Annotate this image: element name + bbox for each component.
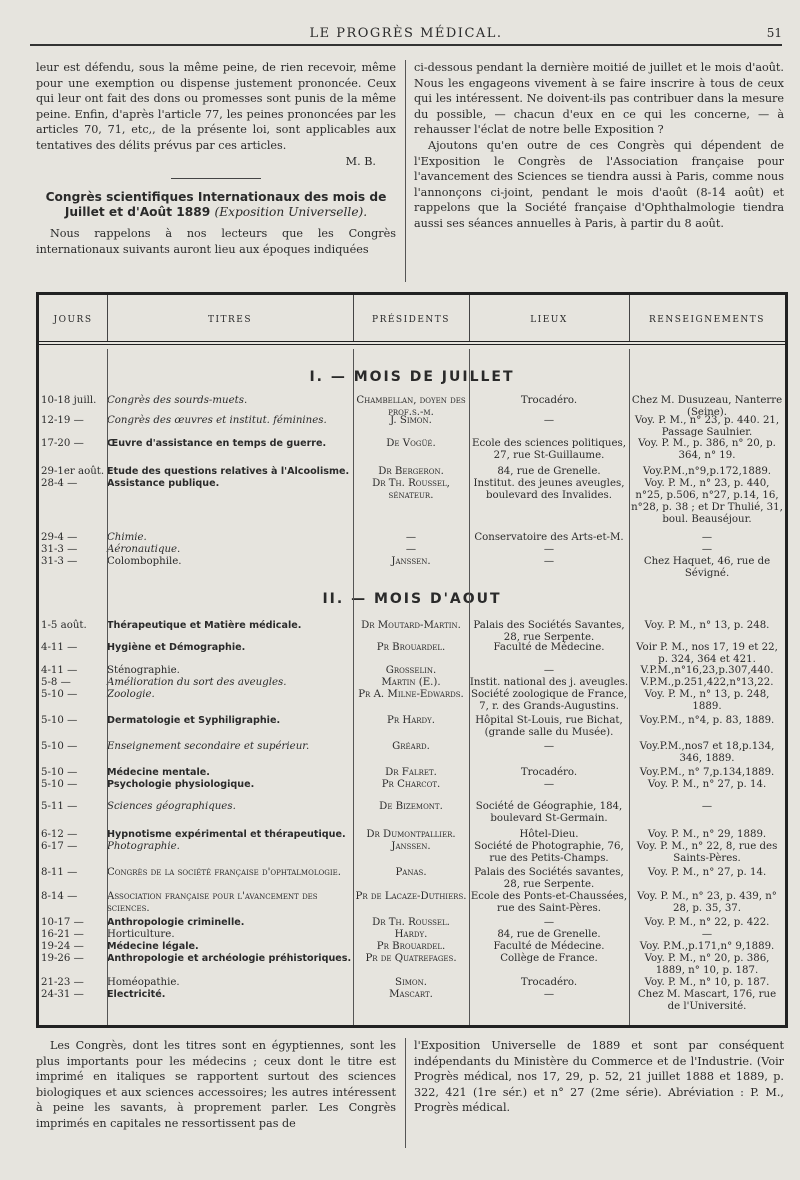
running-header — [30, 26, 782, 44]
row-president: Dr Falret. — [385, 767, 437, 778]
row-president: Dr Th. Roussel, sénateur. — [372, 478, 450, 501]
row-lieu: Trocadéro. — [520, 767, 578, 778]
congres-heading: Congrès scientifiques Internationaux des mois de Juillet et d'Août 1889 (Exposition Universelle). — [45, 190, 387, 220]
row-lieu: Société zoologique de France, 7, r. des Grands-Augustins. — [471, 689, 627, 712]
row-president: Pr Brouardel. — [376, 642, 446, 653]
row-president: Mascart. — [389, 989, 433, 1000]
row-title: Etude des questions relatives à l'Alcoolisme. — [107, 466, 350, 477]
row-president: Dr Dumontpallier. — [366, 829, 456, 840]
row-date: 17-20 — — [41, 438, 84, 449]
row-date: 4-11 — — [41, 642, 78, 653]
row-lieu: Hôtel-Dieu. — [519, 829, 579, 840]
row-renseignement: Chez Haquet, 46, rue de Sévigné. — [643, 556, 771, 579]
header-jours: JOURS — [53, 315, 93, 325]
row-lieu: — — [543, 917, 555, 928]
row-date: 24-31 — — [41, 989, 84, 1000]
row-title: Aéronautique. — [107, 544, 181, 555]
row-renseignement: — — [701, 929, 713, 940]
row-president: Dr Moutard-Martin. — [361, 620, 461, 631]
row-date: 31-3 — — [41, 556, 78, 567]
row-renseignement: Voy. P. M., n° 27, p. 14. — [647, 867, 767, 878]
row-president: Simon. — [394, 977, 427, 988]
row-renseignement: Voy.P.M.,n°9,p.172,1889. — [642, 466, 772, 477]
row-renseignement: Chez M. Mascart, 176, rue de l'Université. — [637, 989, 777, 1012]
row-president: Panas. — [395, 867, 427, 878]
row-president: Pr de Lacaze-Duthiers. — [355, 891, 467, 902]
continued-paragraph: leur est défendu, sous la même peine, de rien recevoir, même pour une exemption ou dispense justement prononcée. Ceux qui leur ont fait des dons ou promesses sont punis de la même peine. Enfin, d'après l'article 77, les peines prononcées par les articles 70, 71, etc,, de la présente loi, sont applicables aux tentatives des délits prévus par ces articles. — [36, 61, 396, 152]
row-date: 29-1er août. — [41, 466, 105, 477]
row-president: Martin (E.). — [381, 677, 441, 688]
row-renseignement: Voy. P. M., n° 22, 8, rue des Saints-Pères. — [636, 841, 778, 864]
row-renseignement: Voy. P. M., n° 13, p. 248, 1889. — [644, 689, 770, 712]
section-heading-august: II. — MOIS D'AOUT — [322, 591, 502, 607]
row-date: 6-12 — — [41, 829, 78, 840]
row-title: Hypnotisme expérimental et thérapeutique. — [107, 829, 346, 840]
row-title: Hygiène et Démographie. — [107, 642, 246, 653]
row-renseignement: Voy. P. M., n° 23, p. 439, n° 28, p. 35, 37. — [637, 891, 777, 914]
row-lieu: — — [543, 989, 555, 1000]
row-renseignement: Voy. P. M., n° 29, 1889. — [647, 829, 767, 840]
row-lieu: — — [543, 544, 555, 555]
row-renseignement: Voy. P. M., n° 23, p. 440. 21, Passage Saulnier. — [634, 415, 780, 438]
row-lieu: — — [543, 665, 555, 676]
row-president: J. Simon. — [390, 415, 432, 426]
row-renseignement: Voy. P. M., n° 23, p. 440, n°25, p.506, n°27, p.14, 16, n°28, p. 38 ; et Dr Thulié, 31, boul. Beauséjour. — [631, 478, 783, 525]
row-president: Pr A. Milne-Edwards. — [358, 689, 464, 700]
header-titres: TITRES — [207, 315, 253, 325]
row-lieu: Palais des Sociétés savantes, 28, rue Serpente. — [474, 867, 624, 890]
row-title: Dermatologie et Syphiligraphie. — [107, 715, 281, 726]
row-date: 10-17 — — [41, 917, 84, 928]
row-president: — — [405, 544, 417, 555]
row-date: 5-10 — — [41, 779, 78, 790]
row-title: Horticulture. — [107, 929, 175, 940]
row-lieu: — — [543, 415, 555, 426]
row-lieu: Trocadéro. — [520, 395, 578, 406]
row-date: 5-10 — — [41, 689, 78, 700]
row-title: Homéopathie. — [107, 977, 180, 988]
row-renseignement: — — [701, 801, 713, 812]
row-president: De Bizemont. — [379, 801, 443, 812]
right-column-top — [414, 60, 784, 232]
signature: M. B. — [345, 154, 376, 168]
row-president: Dr Bergeron. — [378, 466, 444, 477]
row-president: Gréard. — [392, 741, 430, 752]
footer-right — [414, 1038, 784, 1116]
row-lieu: Conservatoire des Arts-et-M. — [474, 532, 624, 543]
row-lieu: Collège de France. — [500, 953, 598, 964]
row-title: Congrès des œuvres et institut. féminines. — [107, 415, 327, 426]
header-renseignements: RENSEIGNEMENTS — [649, 315, 765, 325]
row-title: Anthropologie criminelle. — [107, 917, 245, 928]
row-lieu: — — [543, 779, 555, 790]
row-renseignement: — — [701, 532, 713, 543]
row-president: Hardy. — [394, 929, 428, 940]
row-title: Colombophile. — [107, 556, 182, 567]
row-renseignement: Voy. P.M.,p.171,n° 9,1889. — [639, 941, 775, 952]
row-date: 28-4 — — [41, 478, 78, 489]
left-column-top — [36, 60, 396, 257]
row-title: Chimie. — [107, 532, 147, 543]
row-renseignement: Chez M. Dusuzeau, Nanterre (Seine). — [631, 395, 783, 418]
row-title: Amélioration du sort des aveugles. — [107, 677, 287, 688]
header-lieux: LIEUX — [530, 315, 568, 325]
row-president: Dr Th. Roussel. — [372, 917, 450, 928]
right-paragraph-1: ci-dessous pendant la dernière moitié de juillet et le mois d'août. Nous les engageons vivement à se faire inscrire à tous de ceux qui les intéressent. Ne doivent-ils pas contribuer dans la mesure du possible, — chacun d'eux en ce qui les concerne, — à rehausser l'éclat de notre belle Exposition ? — [414, 61, 784, 137]
row-lieu: Hôpital St-Louis, rue Bichat, (grande salle du Musée). — [475, 715, 623, 738]
row-president: Pr Brouardel. — [376, 941, 446, 952]
row-title: Œuvre d'assistance en temps de guerre. — [107, 438, 327, 449]
row-date: 19-24 — — [41, 941, 84, 952]
row-title: Anthropologie et archéologie préhistoriques. — [107, 953, 352, 964]
row-title: Psychologie physiologique. — [107, 779, 255, 790]
row-lieu: Institut. des jeunes aveugles, boulevard des Invalides. — [473, 478, 625, 501]
row-date: 5-8 — — [41, 677, 71, 688]
table-column-rule — [353, 349, 354, 1025]
row-lieu: — — [543, 556, 555, 567]
row-date: 5-10 — — [41, 767, 78, 778]
row-title: Médecine mentale. — [107, 767, 210, 778]
section-heading-july: I. — MOIS DE JUILLET — [309, 369, 515, 385]
row-date: 29-4 — — [41, 532, 78, 543]
row-lieu: Trocadéro. — [520, 977, 578, 988]
row-date: 5-10 — — [41, 715, 78, 726]
row-president: Pr Hardy. — [386, 715, 436, 726]
intro-paragraph: Nous rappelons à nos lecteurs que les Congrès internationaux suivants auront lieu aux époques indiquées — [36, 227, 396, 256]
row-title: Sciences géographiques. — [107, 801, 236, 812]
row-renseignement: Voy.P.M., n°4, p. 83, 1889. — [639, 715, 775, 726]
row-president: Pr Charcot. — [381, 779, 441, 790]
row-lieu: 84, rue de Grenelle. — [497, 466, 601, 477]
row-lieu: 84, rue de Grenelle. — [497, 929, 601, 940]
table-column-rule — [629, 349, 630, 1025]
row-lieu: Ecole des Ponts-et-Chaussées, rue des Saint-Pères. — [470, 891, 628, 914]
column-divider — [405, 60, 406, 282]
row-president: Chambellan, doyen des prof.s.-m. — [356, 395, 466, 418]
row-date: 19-26 — — [41, 953, 84, 964]
row-date: 5-11 — — [41, 801, 78, 812]
table-column-rule — [107, 349, 108, 1025]
row-date: 31-3 — — [41, 544, 78, 555]
row-title: Médecine légale. — [107, 941, 199, 952]
row-date: 1-5 août. — [41, 620, 87, 631]
row-renseignement: — — [701, 544, 713, 555]
row-date: 12-19 — — [41, 415, 84, 426]
row-title: Electricité. — [107, 989, 166, 1000]
header-presidents: PRÉSIDENTS — [372, 315, 450, 325]
row-president: Janssen. — [391, 556, 431, 567]
row-date: 16-21 — — [41, 929, 84, 940]
row-title: Congrès de la société française d'ophtalmologie. — [107, 867, 341, 878]
right-paragraph-2: Ajoutons qu'en outre de ces Congrès qui dépendent de l'Exposition le Congrès de l'Association française pour l'avancement des Sciences se tiendra aussi à Paris, comme nous l'annonçons ci-joint, pendant le mois d'août (8-14 août) et rappelons que la Société française d'Ophthalmologie tiendra aussi ses séances annuelles à Paris, à partir du 8 août. — [414, 138, 784, 230]
row-title: Sténographie. — [107, 665, 180, 676]
row-date: 21-23 — — [41, 977, 84, 988]
row-date: 8-14 — — [41, 891, 78, 902]
row-date: 4-11 — — [41, 665, 78, 676]
footer-right-text: l'Exposition Universelle de 1889 et sont par conséquent indépendants du Ministère du Commerce et de l'Industrie. (Voir Progrès médical, nos 17, 29, p. 52, 21 juillet 1888 et 1889, p. 322, 421 (1re sér.) et n° 27 (2me série). Abréviation : P. M., Progrès médical. — [414, 1039, 784, 1115]
row-title: Enseignement secondaire et supérieur. — [107, 741, 310, 752]
row-renseignement: Voy. P. M., n° 20, p. 386, 1889, n° 10, p. 187. — [644, 953, 770, 976]
row-title: Congrès des sourds-muets. — [107, 395, 248, 406]
row-president: — — [405, 532, 417, 543]
row-lieu: Faculté de Médecine. — [493, 941, 605, 952]
header-rule — [30, 44, 782, 46]
table-column-rule — [469, 349, 470, 1025]
table-header — [39, 295, 785, 345]
row-date: 8-11 — — [41, 867, 78, 878]
row-renseignement: Voy. P. M., n° 22, p. 422. — [644, 917, 770, 928]
row-lieu: Société de Photographie, 76, rue des Petits-Champs. — [474, 841, 624, 864]
row-date: 5-10 — — [41, 741, 78, 752]
separator-rule — [171, 178, 261, 179]
row-title: Association française pour l'avancement des sciences. — [107, 891, 318, 914]
page-number: 51 — [766, 26, 782, 40]
row-date: 6-17 — — [41, 841, 78, 852]
row-president: Grosselin. — [385, 665, 437, 676]
row-lieu: Palais des Sociétés Savantes, 28, rue Serpente. — [473, 620, 625, 643]
footer-left-text: Les Congrès, dont les titres sont en égyptiennes, sont les plus importants pour les médecins ; ceux dont le titre est imprimé en italiques se rapportent surtout des sciences biologiques et aux sciences accessoires; les autres intéressent à peine les savants, à proprement parler. Les Congrès imprimés en capitales ne ressortissent pas de — [36, 1039, 396, 1130]
row-lieu: Ecole des sciences politiques, 27, rue St-Guillaume. — [472, 438, 626, 461]
row-renseignement: Voy.P.M.,nos7 et 18,p.134, 346, 1889. — [639, 741, 775, 764]
row-title: Photographie. — [107, 841, 180, 852]
row-renseignement: V.P.M.,p.251,422,n°13,22. — [640, 677, 774, 688]
row-title: Thérapeutique et Matière médicale. — [107, 620, 302, 631]
row-president: De Vogüé. — [386, 438, 436, 449]
journal-title: LE PROGRÈS MÉDICAL. — [309, 26, 503, 41]
row-lieu: Société de Géographie, 184, boulevard St-Germain. — [475, 801, 623, 824]
footer-column-divider — [405, 1038, 406, 1148]
row-lieu: — — [543, 741, 555, 752]
row-lieu: Faculté de Médecine. — [493, 642, 605, 653]
row-renseignement: Voy.P.M., n° 7,p.134,1889. — [639, 767, 775, 778]
row-title: Assistance publique. — [107, 478, 220, 489]
row-lieu: Instit. national des j. aveugles. — [469, 677, 629, 688]
row-renseignement: Voy. P. M., n° 27, p. 14. — [647, 779, 767, 790]
row-renseignement: Voy. P. M., n° 13, p. 248. — [644, 620, 770, 631]
congres-table — [36, 292, 788, 1028]
row-renseignement: Voir P. M., nos 17, 19 et 22, p. 324, 364 et 421. — [636, 642, 778, 665]
row-renseignement: V.P.M.,n°16,23,p.307,440. — [640, 665, 774, 676]
row-title: Zoologie. — [107, 689, 155, 700]
row-president: Pr de Quatrefages. — [365, 953, 457, 964]
footer-left — [36, 1038, 396, 1132]
row-renseignement: Voy. P. M., n° 10, p. 187. — [644, 977, 770, 988]
congres-heading-italic: (Exposition Universelle). — [214, 205, 368, 220]
row-date: 10-18 juill. — [41, 395, 97, 406]
row-president: Janssen. — [391, 841, 431, 852]
row-renseignement: Voy. P. M., p. 386, n° 20, p. 364, n° 19. — [638, 438, 776, 461]
